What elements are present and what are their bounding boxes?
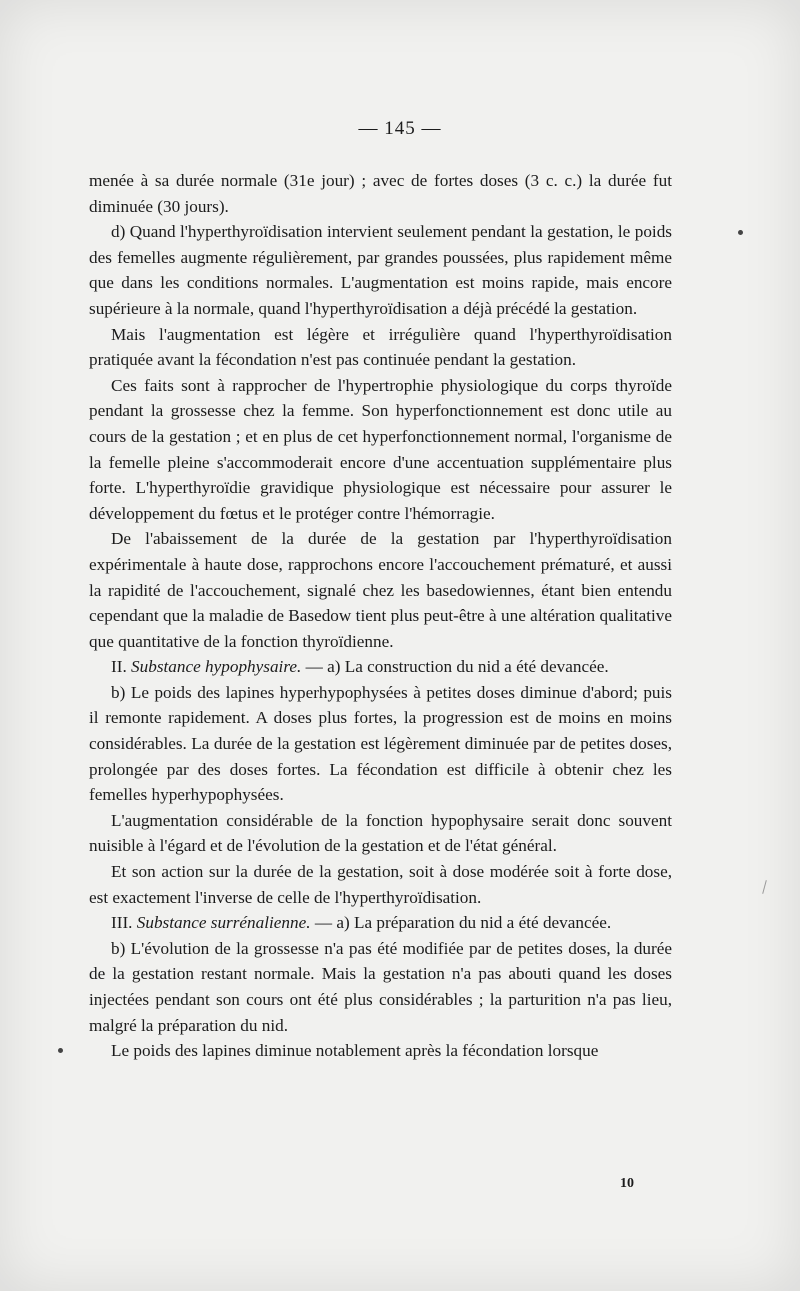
paragraph: b) Le poids des lapines hyperhypophysées à petites doses diminue d'abord; puis il remonte rapidement. A doses plus fortes, la progression est de moins en moins considérables. La durée de la gestation est légèrement diminuée par de petites doses, prolongée par des doses fortes. La fécondation est difficile à obtenir chez les femelles hyperhypophysées. — [89, 682, 672, 805]
section-heading-text: — a) La construction du nid a été devancée. — [301, 657, 609, 677]
paragraph: Mais l'augmentation est légère et irrégulière quand l'hyperthyroïdisation pratiquée avant la fécondation n'est pas continuée pendant la gestation. — [89, 324, 672, 370]
paragraph: b) L'évolution de la grossesse n'a pas été modifiée par de petites doses, la durée de la gestation restant normale. Mais la gestation n'a pas abouti quand les doses injectées pendant son cours ont été plus considérables ; la parturition n'a pas lieu, malgré la préparation du nid. — [89, 938, 672, 1035]
ink-speck — [738, 230, 743, 235]
paragraph: Et son action sur la durée de la gestation, soit à dose modérée soit à forte dose, est exactement l'inverse de celle de l'hyperthyroïdisation. — [89, 862, 672, 907]
section-number: III. — [111, 913, 133, 933]
body-text — [89, 168, 672, 1064]
section-heading-text: — a) La préparation du nid a été devancée. — [310, 913, 612, 933]
ink-speck — [58, 1048, 63, 1053]
paragraph: Ces faits sont à rapprocher de l'hypertrophie physiologique du corps thyroïde pendant la grossesse chez la femme. Son hyperfonctionnement est donc utile au cours de la gestation ; et en plus de cet hyperfonctionnement normal, l'organisme de la femelle pleine s'accommoderait encore d'une accentuation supplémentaire plus forte. L'hyperthyroïdie gravidique physiologique est nécessaire pour assurer le développement du fœtus et le protéger contre l'hémorragie. — [89, 375, 672, 523]
paragraph: L'augmentation considérable de la fonction hypophysaire serait donc souvent nuisible à l'égard et de l'évolution de la gestation et de l'état général. — [89, 810, 672, 856]
section-heading-surrenalienne — [89, 910, 672, 936]
page-number: — 145 — — [358, 118, 442, 139]
section-heading-hypophysaire — [89, 654, 672, 680]
stray-mark — [762, 880, 767, 894]
paragraph: d) Quand l'hyperthyroïdisation intervient seulement pendant la gestation, le poids des femelles augmente régulièrement, par grandes poussées, plus rapidement même que dans les conditions normales. L'augmentation est moins rapide, mais encore supérieure à la normale, quand l'hyperthyroïdisation a déjà précédé la gestation. — [89, 222, 672, 318]
paragraph: De l'abaissement de la durée de la gestation par l'hyperthyroïdisation expérimentale à haute dose, rapprochons encore l'accouchement prématuré, et aussi la rapidité de l'accouchement, signalé chez les basedowiennes, étant bien entendu cependant que la maladie de Basedow tient plus peut-être à une altération qualitative que quantitative de la fonction thyroïdienne. — [89, 529, 672, 651]
paragraph: Le poids des lapines diminue notablement après la fécondation lorsque — [111, 1041, 599, 1061]
signature-mark: 10 — [620, 1176, 634, 1191]
paragraph-continuation: menée à sa durée normale (31e jour) ; avec de fortes doses (3 c. c.) la durée fut diminuée (30 jours). — [89, 171, 672, 216]
section-title: Substance hypophysaire. — [131, 657, 302, 677]
section-number: II. — [111, 657, 127, 677]
section-title: Substance surrénalienne. — [136, 913, 311, 933]
